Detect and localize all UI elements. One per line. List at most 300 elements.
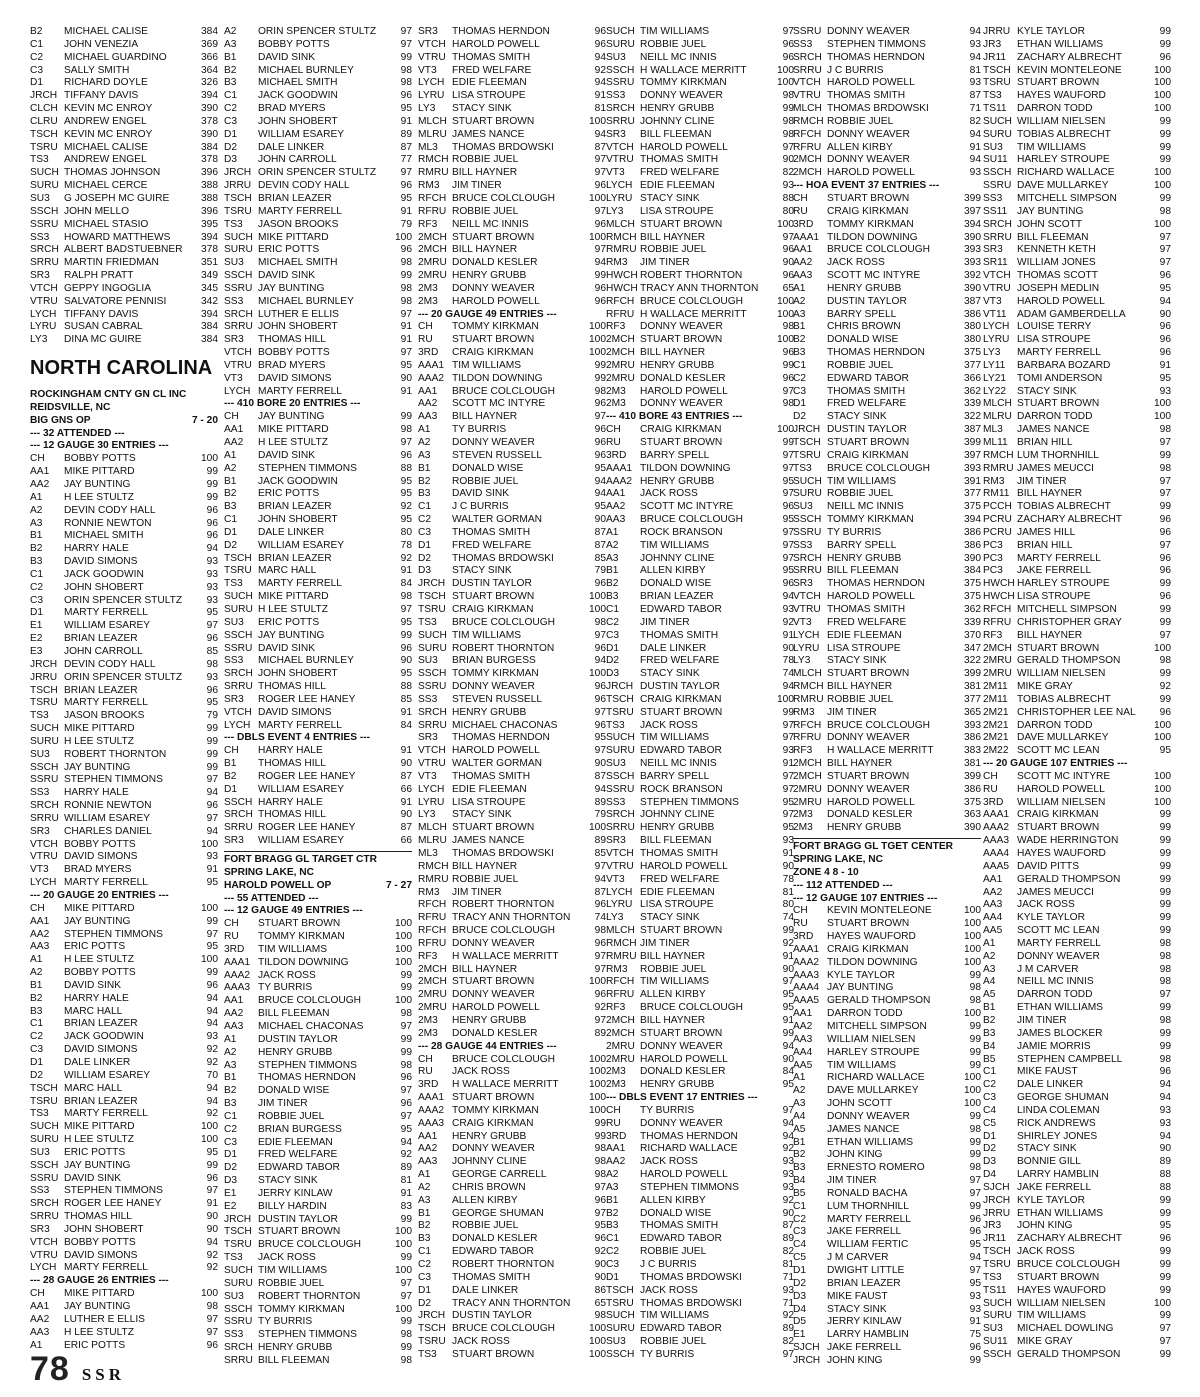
shooter-name: HENRY GRUBB — [640, 1079, 715, 1091]
score: 96 — [594, 681, 606, 693]
result-row — [983, 26, 1171, 39]
shooter-name: ETHAN WILLIAMS — [1017, 1002, 1104, 1014]
score: 92 — [206, 1249, 218, 1261]
score: 97 — [594, 1181, 606, 1193]
shooter-name: TIM WILLIAMS — [1017, 141, 1087, 153]
class-code: C1 — [30, 1018, 44, 1030]
shooter-name: TOBIAS ALBRECHT — [1017, 501, 1111, 513]
score: 97 — [400, 1085, 412, 1097]
score: 91 — [400, 115, 412, 127]
score: 97 — [782, 141, 794, 153]
shooter-name: H WALLACE MERRITT — [640, 308, 747, 320]
result-row — [793, 527, 981, 540]
score: 395 — [201, 218, 218, 230]
class-code: SR3 — [30, 270, 50, 282]
shooter-name: STEPHEN TIMMONS — [640, 1181, 739, 1193]
shooter-name: BRIAN LEAZER — [64, 1018, 138, 1030]
score: 100 — [589, 976, 606, 988]
class-code: AA3 — [418, 1156, 438, 1168]
shooter-name: RICHARD WALLACE — [1017, 167, 1115, 179]
shooter-name: MARTIN FRIEDMAN — [64, 257, 159, 269]
class-code: JRCH — [793, 424, 821, 436]
shooter-name: MARTY FERRELL — [64, 1108, 148, 1120]
result-row — [793, 206, 981, 219]
result-row — [224, 578, 412, 591]
shooter-name: CHRISTOPHER LEE NAL — [1017, 706, 1136, 718]
class-code: VT3 — [418, 770, 437, 782]
class-code: AA2 — [30, 1313, 50, 1325]
score: 90 — [1159, 1143, 1171, 1155]
result-row — [418, 39, 606, 52]
result-row — [793, 283, 981, 296]
score: 375 — [964, 796, 981, 808]
class-code: RFCH — [418, 899, 447, 911]
shooter-name: ALLEN KIRBY — [452, 1194, 518, 1206]
score: 99 — [1159, 1040, 1171, 1052]
class-code: C2 — [606, 1246, 620, 1258]
shooter-name: HAROLD POWELL — [640, 385, 728, 397]
result-row — [983, 1105, 1171, 1118]
shooter-name: DONALD KESLER — [452, 257, 538, 269]
class-code: SU3 — [224, 616, 244, 628]
shooter-name: JACK ROSS — [640, 488, 698, 500]
result-row — [793, 1265, 981, 1278]
score: 79 — [400, 218, 412, 230]
score: 399 — [964, 192, 981, 204]
class-code: C2 — [30, 581, 44, 593]
shooter-name: STUART BROWN — [827, 192, 910, 204]
result-row — [418, 90, 606, 103]
shooter-name: ERNESTO ROMERO — [827, 1162, 925, 1174]
result-row — [30, 839, 218, 852]
result-row — [983, 450, 1171, 463]
class-code: CH — [793, 192, 808, 204]
score: 98 — [400, 77, 412, 89]
shooter-name: MICHAEL CALISE — [64, 141, 148, 153]
shooter-name: ALBERT BADSTUEBNER — [64, 244, 183, 256]
shooter-name: MIKE PITTARD — [64, 723, 135, 735]
shooter-name: WILLIAM ESAREY — [258, 835, 345, 847]
result-row — [983, 540, 1171, 553]
class-code: A1 — [606, 526, 619, 538]
result-row — [606, 232, 794, 245]
result-row — [606, 1066, 794, 1079]
shooter-name: FRED WELFARE — [640, 167, 720, 179]
shooter-name: HAROLD POWELL — [640, 1053, 728, 1065]
score: 99 — [782, 925, 794, 937]
score: 100 — [1154, 77, 1171, 89]
class-code: LYCH — [983, 321, 1010, 333]
class-code: E2 — [30, 633, 43, 645]
result-row — [983, 103, 1171, 116]
result-row — [224, 771, 412, 784]
score: 97 — [1159, 488, 1171, 500]
score: 99 — [1159, 848, 1171, 859]
class-code: SSCH — [30, 205, 59, 217]
score: 99 — [206, 723, 218, 735]
score: 377 — [964, 359, 981, 371]
score: 95 — [400, 616, 412, 628]
class-code: RF3 — [418, 218, 438, 230]
score: 97 — [594, 950, 606, 962]
class-code: RMCH — [983, 449, 1014, 461]
score: 96 — [1159, 51, 1171, 63]
shooter-name: J C BURRIS — [452, 501, 509, 513]
shooter-name: BILL FLEEMAN — [258, 1354, 330, 1366]
results-column — [30, 26, 218, 1352]
class-code: LYCH — [30, 877, 57, 889]
score: 100 — [395, 943, 412, 955]
class-code: AA2 — [224, 437, 244, 448]
result-row — [793, 1278, 981, 1291]
result-row — [418, 681, 606, 694]
score: 92 — [206, 1056, 218, 1068]
result-row — [983, 1066, 1171, 1079]
shooter-name: BRUCE COLCLOUGH — [827, 462, 931, 474]
score: 99 — [782, 706, 794, 718]
score: 97 — [1159, 244, 1171, 256]
score: 96 — [1159, 347, 1171, 359]
score: 390 — [201, 128, 218, 140]
score: 96 — [782, 51, 794, 63]
shooter-name: HENRY GRUBB — [827, 552, 902, 564]
result-row — [30, 1018, 218, 1031]
class-code: VTCH — [606, 141, 634, 153]
score: 98 — [1159, 976, 1171, 988]
shooter-name: JAKE FERRELL — [1017, 1181, 1092, 1193]
class-code: AAA2 — [418, 372, 445, 384]
shoot-heading — [30, 415, 218, 428]
score: 100 — [201, 1288, 218, 1300]
score: 390 — [964, 231, 981, 243]
class-code: C3 — [418, 526, 432, 538]
event-heading: --- 20 GAUGE 49 ENTRIES --- — [418, 308, 557, 320]
shooter-name: ROBBIE JUEL — [827, 693, 894, 705]
score: 98 — [400, 295, 412, 307]
result-row — [793, 398, 981, 411]
score: 95 — [206, 697, 218, 709]
score: 339 — [964, 398, 981, 410]
score: 99 — [1159, 886, 1171, 898]
result-row — [30, 851, 218, 864]
score: 369 — [201, 38, 218, 50]
result-row — [418, 655, 606, 668]
shooter-name: ROBBIE JUEL — [640, 244, 707, 256]
class-code: 2MRU — [793, 783, 822, 795]
class-code: SU3 — [983, 1323, 1003, 1335]
shooter-name: THOMAS BRDOWSKI — [640, 1271, 742, 1283]
score: 94 — [1159, 1092, 1171, 1104]
shooter-name: DONNY WEAVER — [827, 154, 910, 166]
result-row — [793, 1137, 981, 1150]
shooter-name: DAVID SINK — [452, 488, 509, 500]
shooter-name: JAMES NANCE — [827, 1123, 900, 1135]
score: 97 — [782, 488, 794, 500]
class-code: AA1 — [793, 244, 813, 256]
score: 96 — [1159, 1233, 1171, 1245]
result-row — [30, 685, 218, 698]
class-code: VTRU — [30, 851, 58, 863]
score: 94 — [594, 488, 606, 500]
score: 97 — [400, 1277, 412, 1289]
class-code: VTRU — [793, 603, 821, 615]
class-code: VTRU — [30, 295, 58, 307]
result-row — [418, 578, 606, 591]
class-code: LYCH — [606, 180, 633, 192]
score: 96 — [400, 244, 412, 256]
shooter-name: TOMMY KIRKMAN — [452, 1104, 539, 1116]
class-code: AAA2 — [606, 475, 633, 487]
score: 92 — [594, 1002, 606, 1014]
shooter-name: HAYES WAUFORD — [1017, 90, 1106, 102]
class-code: SU3 — [224, 257, 244, 269]
class-code: 2MCH — [606, 1014, 635, 1026]
shooter-name: NEILL MC INNIS — [827, 501, 904, 513]
score: 95 — [782, 1079, 794, 1091]
shooter-name: STACY SINK — [452, 565, 512, 577]
shooter-name: CRAIG KIRKMAN — [827, 205, 909, 217]
result-row — [606, 912, 794, 925]
score: 100 — [589, 192, 606, 204]
shooter-name: JAMES BLOCKER — [1017, 1027, 1103, 1039]
score: 97 — [400, 1020, 412, 1032]
result-row — [983, 411, 1171, 424]
score: 97 — [400, 347, 412, 359]
result-row — [30, 90, 218, 103]
class-code: PC3 — [983, 539, 1003, 551]
class-code: SURU — [30, 735, 59, 747]
result-row — [793, 232, 981, 245]
class-code: SRRU — [793, 64, 822, 76]
result-row — [983, 1349, 1171, 1362]
score: 394 — [201, 308, 218, 320]
score: 100 — [964, 1085, 981, 1097]
score: 396 — [201, 205, 218, 217]
class-code: RU — [418, 1066, 433, 1078]
result-row — [224, 970, 412, 983]
class-code: E1 — [224, 1187, 237, 1199]
result-row — [224, 1008, 412, 1021]
result-row — [418, 103, 606, 116]
result-row — [983, 1028, 1171, 1041]
class-code: D3 — [418, 565, 432, 577]
class-code: TS3 — [30, 710, 49, 722]
result-row — [418, 437, 606, 450]
score: 91 — [782, 950, 794, 962]
result-row — [418, 694, 606, 707]
result-row — [983, 65, 1171, 78]
score: 390 — [964, 822, 981, 834]
class-code: VTCH — [30, 1236, 58, 1248]
class-code: RMRU — [983, 462, 1014, 474]
class-code: CH — [418, 1053, 433, 1065]
result-row — [418, 771, 606, 784]
score: 87 — [594, 526, 606, 538]
shooter-name: JAY BUNTING — [64, 761, 131, 773]
results-column — [224, 26, 412, 1368]
class-code: TSRU — [30, 1095, 58, 1107]
result-row — [606, 1298, 794, 1311]
score: 91 — [400, 796, 412, 808]
class-code: C1 — [606, 1233, 620, 1245]
shooter-name: ETHAN WILLIAMS — [1017, 38, 1104, 50]
score: 391 — [964, 475, 981, 487]
result-row — [224, 553, 412, 566]
result-row — [983, 630, 1171, 643]
score: 99 — [1159, 1259, 1171, 1270]
result-row — [793, 167, 981, 180]
score: 100 — [395, 231, 412, 243]
score: 394 — [964, 218, 981, 230]
result-row — [418, 720, 606, 733]
result-row — [793, 103, 981, 116]
class-code: SR3 — [606, 835, 626, 847]
shooter-name: BRAD MYERS — [64, 864, 132, 876]
shooter-name: TIM WILLIAMS — [1017, 1310, 1087, 1322]
result-row — [606, 1131, 794, 1144]
result-row — [30, 270, 218, 283]
shooter-name: TIM WILLIAMS — [452, 359, 522, 371]
result-row — [30, 1108, 218, 1121]
score: 93 — [782, 835, 794, 847]
result-row — [983, 655, 1171, 668]
class-code: 3RD — [606, 449, 627, 461]
result-row — [793, 707, 981, 720]
class-code: RF3 — [606, 321, 626, 333]
shooter-name: H LEE STULTZ — [64, 954, 135, 966]
result-row — [606, 1118, 794, 1131]
shooter-name: TOMI ANDERSON — [1017, 372, 1103, 384]
result-row — [606, 1028, 794, 1041]
score: 94 — [594, 257, 606, 269]
score: 97 — [594, 1014, 606, 1026]
shooter-name: CHRIS BROWN — [827, 321, 901, 333]
result-row — [606, 1272, 794, 1285]
result-row — [793, 931, 981, 944]
result-row — [418, 951, 606, 964]
shooter-name: HAROLD POWELL — [827, 77, 915, 89]
result-row — [30, 762, 218, 775]
shooter-name: DAVID PITTS — [1017, 860, 1080, 872]
result-row — [983, 1195, 1171, 1208]
class-code: VT3 — [30, 864, 49, 876]
class-code: 3RD — [793, 931, 814, 943]
shooter-name: THOMAS SCOTT — [1017, 270, 1098, 282]
class-code: MLCH — [793, 103, 822, 115]
class-code: 2MRU — [418, 1002, 447, 1014]
result-row — [983, 643, 1171, 656]
class-code: C2 — [418, 1259, 432, 1270]
score: 100 — [201, 1134, 218, 1146]
class-code: SU3 — [418, 655, 438, 667]
shooter-name: CRAIG KIRKMAN — [640, 424, 722, 436]
shooter-name: BOBBY POTTS — [64, 1236, 136, 1248]
shooter-name: BRIAN LEAZER — [827, 1277, 901, 1289]
result-row — [224, 360, 412, 373]
shooter-name: BILL HAYNER — [827, 681, 893, 693]
result-row — [418, 65, 606, 78]
score: 383 — [964, 745, 981, 757]
class-code: A3 — [793, 1098, 806, 1110]
shooter-name: STUART BROWN — [1017, 1271, 1100, 1283]
page-number: 78 — [30, 1350, 70, 1388]
score: 100 — [201, 902, 218, 914]
result-row — [30, 954, 218, 967]
result-row — [224, 1291, 412, 1304]
shooter-name: MIKE PITTARD — [64, 902, 135, 914]
result-row — [30, 1147, 218, 1160]
result-row — [793, 1008, 981, 1021]
shooter-name: WILLIAM ESAREY — [258, 783, 345, 795]
class-code: ML3 — [418, 141, 438, 153]
class-code: JR3 — [983, 1220, 1002, 1232]
result-row — [418, 321, 606, 334]
result-row — [606, 283, 794, 296]
result-row — [983, 591, 1171, 604]
score: 99 — [1159, 154, 1171, 166]
score: 80 — [400, 526, 412, 538]
score: 97 — [1159, 1336, 1171, 1348]
result-row — [224, 630, 412, 643]
class-code: D1 — [30, 607, 44, 619]
score: 89 — [1159, 1156, 1171, 1168]
class-code: B1 — [418, 462, 431, 474]
result-row — [418, 1195, 606, 1208]
shooter-name: HAYES WAUFORD — [1017, 1284, 1106, 1296]
score: 90 — [782, 1207, 794, 1219]
score: 364 — [201, 64, 218, 76]
shooter-name: JIM TINER — [452, 886, 502, 898]
score: 92 — [400, 552, 412, 564]
result-row — [224, 514, 412, 527]
score: 378 — [201, 154, 218, 166]
class-code: C1 — [793, 1200, 807, 1212]
class-code: 2MRU — [606, 1053, 635, 1065]
class-code: MLCH — [983, 398, 1012, 410]
result-row — [983, 1118, 1171, 1131]
shooter-name: LISA STROUPE — [640, 899, 714, 911]
class-code: LYRU — [30, 321, 57, 333]
shooter-name: TIM WILLIAMS — [640, 976, 710, 988]
class-code: VTRU — [606, 860, 634, 872]
result-row — [606, 630, 794, 643]
shooter-name: THOMAS SMITH — [827, 90, 906, 102]
class-code: B3 — [418, 1233, 431, 1245]
score: 93 — [969, 77, 981, 89]
result-row — [224, 424, 412, 437]
result-row — [983, 206, 1171, 219]
class-code: C3 — [224, 1136, 238, 1148]
score: 90 — [594, 514, 606, 526]
score: 78 — [400, 539, 412, 551]
result-row — [30, 39, 218, 52]
class-code: 2MRU — [606, 372, 635, 384]
result-row — [606, 65, 794, 78]
class-code: SJCH — [793, 1342, 820, 1354]
score: 93 — [782, 1169, 794, 1181]
result-row — [418, 668, 606, 681]
shooter-name: KEVIN MONTELEONE — [1017, 64, 1122, 76]
result-row — [224, 591, 412, 604]
shooter-name: JACK GOODWIN — [64, 1031, 144, 1043]
shooter-name: HAROLD POWELL — [827, 591, 915, 603]
class-code: A5 — [793, 1123, 806, 1135]
class-code: A3 — [418, 449, 431, 461]
class-code: VTCH — [224, 706, 252, 718]
score: 91 — [1159, 359, 1171, 371]
score: 97 — [400, 437, 412, 448]
result-row — [793, 411, 981, 424]
